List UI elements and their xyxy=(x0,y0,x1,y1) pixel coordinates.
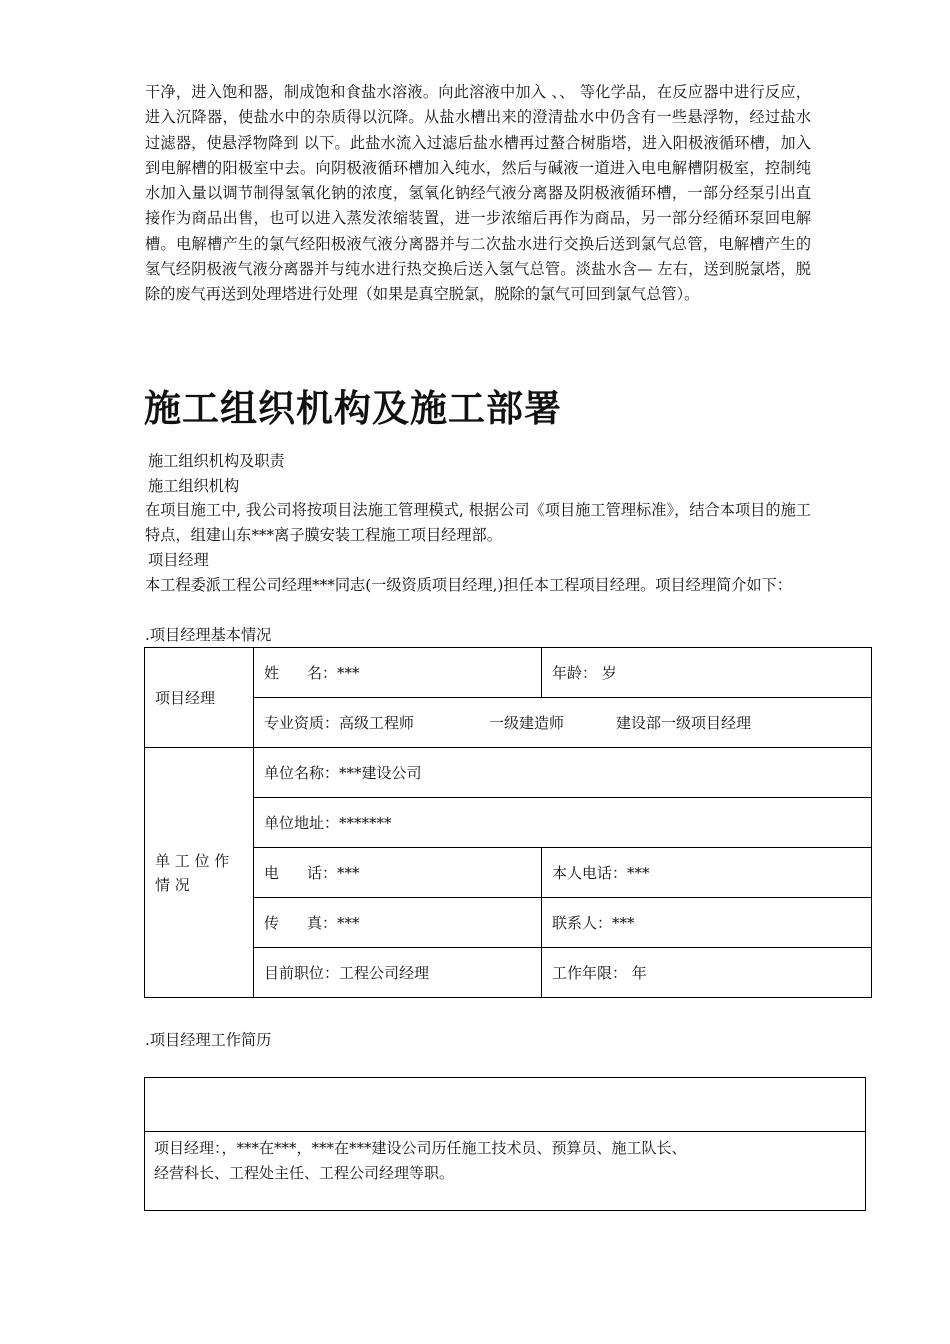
table-row xyxy=(145,1132,866,1211)
intro-paragraph: 干净，进入饱和器，制成饱和食盐水溶液。向此溶液中加入 、、 等化学品，在反应器中进行反应，进入沉降器，使盐水中的杂质得以沉降。从盐水槽出来的澄清盐水中仍含有一些悬浮物，经过盐水过滤器，使悬浮物降到 以下。此盐水流入过滤后盐水槽再过螯合树脂塔，进入阳极液循环槽，加入到电解槽的阳极室中去。向阴极液循环槽加入纯水，然后与碱液一道进入电电解槽阴极室，控制纯水加入量以调节制得氢氧化钠的浓度，氢氧化钠经气液分离器及阴极液循环槽，一部分经泵引出直接作为商品出售，也可以进入蒸发浓缩装置，进一步浓缩后再作为商品，另一部分经循环泵回电解槽。电解槽产生的氯气经阳极液气液分离器并与二次盐水进行交换后送到氯气总管，电解槽产生的氢气经阴极液气液分离器并与纯水进行热交换后送入氢气总管。淡盐水含— 左右，送到脱氯塔，脱除的废气再送到处理塔进行处理（如果是真空脱氯，脱除的氯气可回到氯气总管）。 xyxy=(145,83,811,304)
name-cell xyxy=(254,648,542,698)
qualification-3: 建设部一级项目经理 xyxy=(616,714,752,732)
pm-history-table xyxy=(144,1077,866,1211)
position-cell: 目前职位：工程公司经理 xyxy=(254,948,542,998)
personal-phone-cell: 本人电话：*** xyxy=(542,848,872,898)
phone-value: 话：*** xyxy=(307,864,360,882)
subheading-org: 施工组织机构 xyxy=(148,477,240,495)
table-row xyxy=(145,898,872,948)
empty-cell xyxy=(145,1078,866,1132)
unit-label-line-2: 情 况 xyxy=(155,875,190,894)
pm-info-table xyxy=(144,647,872,998)
years-cell: 工作年限： 年 xyxy=(542,948,872,998)
table-row xyxy=(145,1078,866,1132)
age-cell: 年龄： 岁 xyxy=(542,648,872,698)
qualification-2: 一级建造师 xyxy=(489,714,565,732)
contact-cell: 联系人：*** xyxy=(542,898,872,948)
phone-cell xyxy=(254,848,542,898)
unit-label-cell xyxy=(145,748,254,998)
table-row xyxy=(145,648,872,698)
history-line-2: 经营科长、工程处主任、工程公司经理等职。 xyxy=(154,1164,455,1182)
history-cell xyxy=(145,1132,866,1211)
table-row xyxy=(145,798,872,848)
section-title: 施工组织机构及施工部署 xyxy=(144,387,562,430)
name-value: 名：*** xyxy=(307,664,360,682)
fax-label: 传 xyxy=(264,914,280,932)
name-label: 姓 xyxy=(264,664,280,682)
subheading-pm: 项目经理 xyxy=(148,551,209,569)
unit-name-cell: 单位名称：***建设公司 xyxy=(254,748,872,798)
fax-value: 真：*** xyxy=(307,914,360,932)
fax-cell xyxy=(254,898,542,948)
table1-caption: .项目经理基本情况 xyxy=(145,626,272,644)
history-line-1: 项目经理：，***在***，***在***建设公司历任施工技术员、预算员、施工队长、 xyxy=(154,1139,687,1157)
table-row xyxy=(145,698,872,748)
unit-address-cell: 单位地址：******* xyxy=(254,798,872,848)
subheading-org-duties: 施工组织机构及职责 xyxy=(148,452,285,470)
unit-label-line-1: 单 工 位 作 xyxy=(155,851,230,870)
table-row xyxy=(145,848,872,898)
org-paragraph: 在项目施工中, 我公司将按项目法施工管理模式, 根据公司《项目施工管理标准》，结合本项目的施工特点，组建山东***离子膜安装工程施工项目经理部。 xyxy=(145,501,811,544)
pm-paragraph: 本工程委派工程公司经理***同志(一级资质项目经理,)担任本工程项目经理。项目经理简介如下： xyxy=(145,576,792,594)
table2-caption: .项目经理工作简历 xyxy=(145,1031,272,1049)
qualification-1: 专业资质：高级工程师 xyxy=(264,714,415,732)
phone-label: 电 xyxy=(264,864,280,882)
table-row xyxy=(145,748,872,798)
qualification-cell xyxy=(254,698,872,748)
pm-label-cell: 项目经理 xyxy=(145,648,254,748)
table-row xyxy=(145,948,872,998)
